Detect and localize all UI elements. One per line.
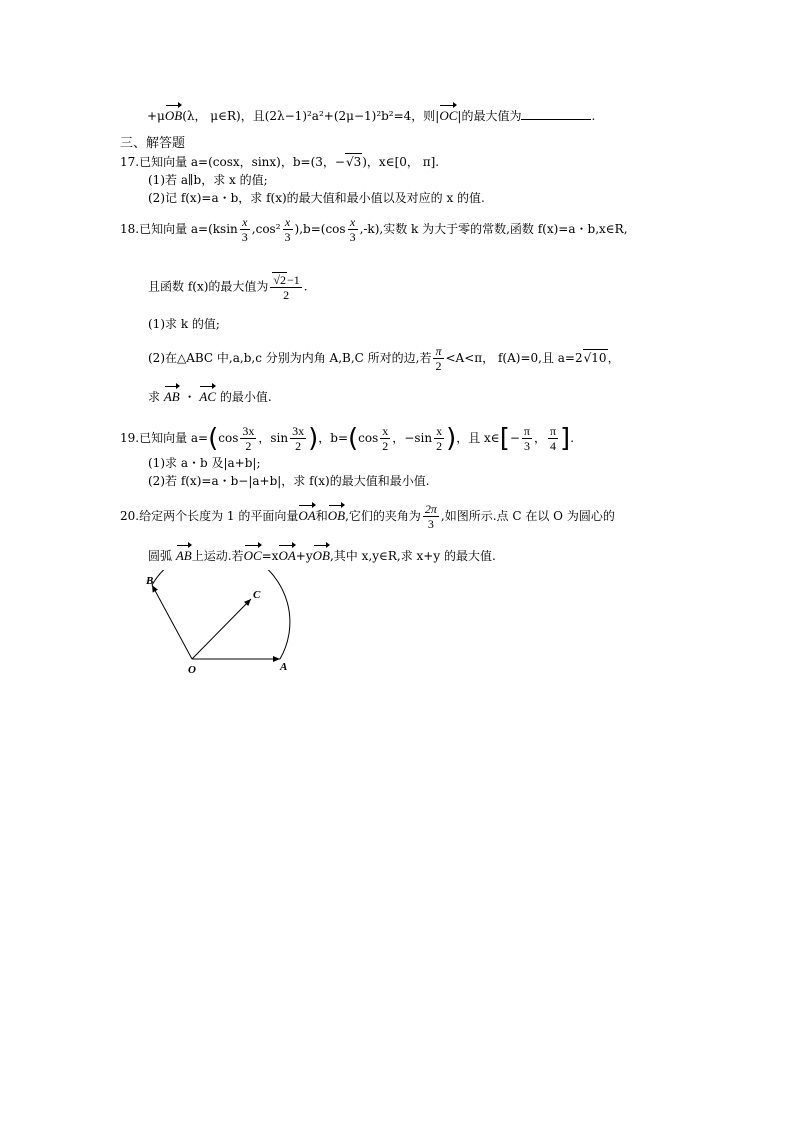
text: ，−sin [392, 431, 433, 445]
section-title: 三、解答题 [120, 136, 186, 151]
text: 3 [353, 155, 362, 169]
text: ， [607, 351, 620, 365]
label-b: B [146, 575, 154, 587]
denominator: 3 [241, 230, 248, 244]
fraction-3x-2 [240, 424, 256, 453]
denominator: 2 [295, 439, 302, 453]
text: ・ [183, 390, 196, 404]
text: )，x∈[0， π]. [362, 155, 440, 169]
q18-line2 [148, 272, 308, 302]
q17-part1: (1)若 a∥b，求 x 的值; [148, 173, 268, 187]
label-o: O [188, 664, 196, 676]
text: +μ [147, 109, 165, 123]
q19-stem [120, 424, 574, 453]
q19-part2: (2)若 f(x)=a・b−|a+b|，求 f(x)的最大值和最小值. [148, 474, 430, 488]
text: 17.已知向量 a=(cosx，sinx)，b=(3，− [120, 155, 345, 169]
numerator: x [436, 424, 443, 438]
numerator: x [382, 424, 389, 438]
text: cos [358, 431, 379, 445]
vector-ob: OB [312, 548, 330, 563]
vector-ob: OB [164, 108, 183, 123]
text: 18.已知向量 a=(ksin [120, 222, 238, 236]
sqrt-10: √10 [583, 351, 607, 365]
denominator: 3 [349, 230, 356, 244]
arc-ab-curve [152, 570, 290, 659]
numerator: x [240, 215, 250, 230]
denominator: 2 [436, 439, 443, 453]
text: 圆弧 [148, 549, 173, 563]
text: 20.给定两个长度为 1 的平面向量 [120, 509, 299, 523]
q18-line4 [148, 389, 272, 405]
numerator: 3x [242, 424, 255, 438]
denominator: 2 [245, 439, 252, 453]
answer-blank [521, 107, 591, 120]
text: |的最大值为 [457, 109, 522, 123]
text: ,其中 x,y∈R,求 x+y 的最大值. [329, 549, 496, 563]
q18-stem [120, 215, 628, 244]
vector-oa: OA [298, 508, 316, 523]
fraction-x-2 [380, 424, 390, 453]
text: ， [533, 431, 546, 445]
bracket-close: ] [560, 423, 571, 454]
text: 2 [279, 273, 286, 287]
arc-ab: AB [175, 548, 192, 563]
numerator [270, 272, 301, 288]
denominator: 3 [284, 230, 291, 244]
text: 且函数 f(x)的最大值为 [148, 279, 269, 294]
text: ,-k),实数 k 为大于零的常数,函数 f(x)=a・b,x∈R, [359, 222, 628, 236]
text: ),b=(cos [294, 222, 346, 236]
vector-ac: AC [199, 389, 217, 404]
q20-stem [120, 502, 615, 531]
fraction-pi-3 [522, 424, 532, 453]
q20-line2 [148, 548, 496, 564]
top-line [147, 107, 595, 124]
paren-close: ) [446, 423, 457, 454]
vector-ab: AB [163, 389, 180, 404]
text: ，且 x∈ [456, 431, 500, 445]
sqrt-2: √2 [273, 273, 286, 287]
bracket-open: [ [499, 423, 510, 454]
vector-ob-line [152, 585, 192, 659]
numerator: π [523, 424, 530, 438]
text: 和 [315, 509, 328, 523]
denominator: 4 [550, 439, 557, 453]
text: ,cos² [251, 222, 281, 236]
denominator: 2 [435, 359, 442, 373]
text: <A<π， f(A)=0,且 a=2 [445, 351, 583, 365]
fraction-x-3 [348, 215, 358, 244]
denominator: 2 [382, 439, 389, 453]
text: − [509, 431, 520, 445]
text: =x [261, 549, 279, 563]
text: . [570, 431, 575, 445]
denominator: 3 [523, 439, 530, 453]
denominator: 2 [283, 288, 290, 302]
text: (λ， μ∈R)，且(2λ−1)²a²+(2μ−1)²b²=4，则| [182, 109, 440, 123]
fraction-x-3 [240, 215, 250, 244]
sqrt-3: √3 [345, 155, 362, 169]
text: . [303, 279, 308, 294]
fraction-pi-4 [548, 424, 558, 453]
vector-ob: OB [327, 508, 346, 523]
text: (2)在△ABC 中,a,b,c 分别为内角 A,B,C 所对的边,若 [148, 351, 432, 365]
numerator: π [435, 344, 442, 358]
denominator: 3 [427, 517, 434, 531]
text: 10 [591, 351, 607, 365]
q18-part2 [148, 344, 620, 373]
text: . [591, 109, 596, 123]
vector-oa: OA [278, 548, 296, 563]
paren-open: ( [208, 423, 219, 454]
vector-oc: OC [439, 108, 458, 123]
text: 的最小值. [219, 390, 272, 404]
vector-oc: OC [243, 548, 262, 563]
vector-arc-figure [140, 570, 310, 680]
label-a: A [280, 661, 288, 673]
text: ，b= [318, 431, 349, 445]
numerator: 2π [424, 502, 437, 516]
numerator: 3x [292, 424, 305, 438]
vector-oc-line [192, 599, 251, 659]
fraction-pi-2 [433, 344, 443, 373]
text: ，sin [258, 431, 289, 445]
fraction-x-3 [283, 215, 293, 244]
q17-stem [120, 153, 439, 170]
paren-open: ( [348, 423, 359, 454]
text: ,如图所示.点 C 在以 O 为圆心的 [440, 509, 615, 523]
numerator: x [348, 215, 358, 230]
text: cos [218, 431, 239, 445]
text: ,它们的夹角为 [345, 509, 421, 523]
paren-close: ) [308, 423, 319, 454]
numerator: π [549, 424, 557, 438]
text: 上运动.若 [191, 549, 244, 563]
text: 求 [148, 390, 161, 404]
q17-part2: (2)记 f(x)=a・b，求 f(x)的最大值和最小值以及对应的 x 的值. [148, 191, 485, 205]
fraction-3x-2 [290, 424, 306, 453]
fraction-x-2 [434, 424, 444, 453]
numerator: x [283, 215, 293, 230]
fraction-sqrt2-minus1-over-2 [270, 272, 301, 302]
q19-part1: (1)求 a・b 及|a+b|; [148, 456, 261, 470]
text: +y [295, 549, 313, 563]
fraction-2pi-3 [423, 502, 439, 531]
text: 19.已知向量 a= [120, 431, 209, 445]
q18-part1: (1)求 k 的值; [148, 317, 220, 331]
text: −1 [286, 273, 300, 287]
label-c: C [253, 589, 261, 601]
